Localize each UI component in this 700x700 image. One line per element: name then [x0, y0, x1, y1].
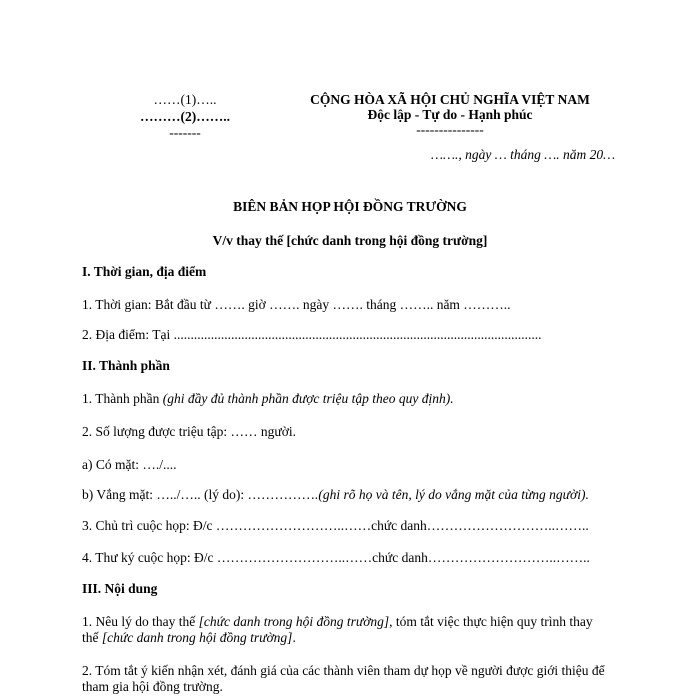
composition-line [82, 390, 454, 407]
content-item-1-line-1 [82, 613, 593, 630]
section-heading-1: I. Thời gian, địa điểm [82, 264, 207, 279]
content-item-2-line-2: tham gia hội đồng trường. [82, 679, 223, 694]
time-line: 1. Thời gian: Bắt đầu từ ……. giờ ……. ngày ……. tháng …….. năm ……….. [82, 297, 511, 312]
absent-note: .(ghi rõ họ và tên, lý do vắng mặt của từng người). [314, 487, 589, 502]
present-line: a) Có mặt: …./.... [82, 457, 177, 472]
section-heading-3: III. Nội dung [82, 581, 158, 596]
section-heading-2: II. Thành phần [82, 358, 170, 373]
composition-note: (ghi đầy đủ thành phần được triệu tập theo quy định). [162, 391, 454, 406]
motto: Độc lập - Tự do - Hạnh phúc [367, 107, 533, 122]
content-text: , tóm tắt việc thực hiện quy trình thay [389, 614, 593, 629]
org-line-1: ……(1)….. [153, 92, 217, 107]
nation-title: CỘNG HÒA XÃ HỘI CHỦ NGHĨA VIỆT NAM [310, 92, 590, 107]
absent-label: b) Vắng mặt: …../….. (lý do): …………… [82, 487, 315, 502]
chair-line: 3. Chủ trì cuộc họp: Đ/c ………………………..……chức danh………………………..…….. [82, 518, 589, 533]
absent-line [82, 486, 589, 503]
content-item-1-line-2 [82, 629, 296, 646]
content-text: . [292, 630, 296, 645]
document-subtitle: V/v thay thế [chức danh trong hội đồng trường] [212, 233, 488, 248]
org-line-2: ………(2)…….. [140, 109, 230, 124]
content-text: 1. Nêu lý do thay thế [82, 614, 199, 629]
content-text: thế [82, 630, 102, 645]
summoned-count-line: 2. Số lượng được triệu tập: …… người. [82, 424, 296, 439]
secretary-line: 4. Thư ký cuộc họp: Đ/c ………………………..……chức danh………………………..…….. [82, 550, 590, 565]
document-title: BIÊN BẢN HỌP HỘI ĐỒNG TRƯỜNG [233, 199, 467, 214]
location-line: 2. Địa điểm: Tại ............................................................................................................. [82, 327, 542, 342]
content-position-note: [chức danh trong hội đồng trường] [101, 630, 293, 645]
motto-dash: --------------- [416, 122, 484, 137]
content-position-note: [chức danh trong hội đồng trường] [198, 614, 390, 629]
date-line: ……., ngày … tháng …. năm 20… [431, 147, 616, 162]
org-dash: ------- [169, 125, 201, 140]
composition-label: 1. Thành phần [82, 391, 163, 406]
content-item-2-line-1: 2. Tóm tắt ý kiến nhận xét, đánh giá của các thành viên tham dự họp về người được giới thiệu để [82, 663, 605, 678]
